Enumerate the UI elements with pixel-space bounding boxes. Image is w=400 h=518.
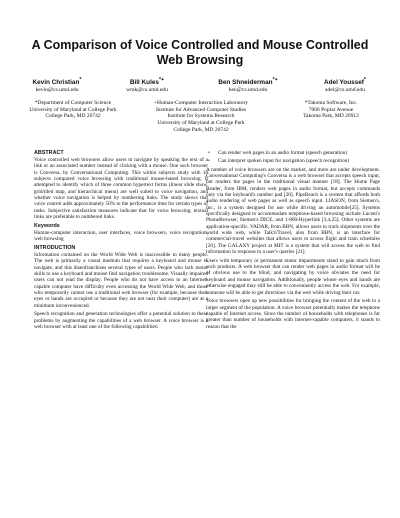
affiliation-line: University of Maryland at College Park [157, 120, 245, 127]
list-item-text: Can interpret spoken input for navigation (speech recognition) [218, 157, 350, 164]
author-block [14, 76, 386, 98]
affiliation-3 [276, 100, 386, 120]
affiliation-line: College Park, MD 20742 [45, 113, 101, 120]
body-paragraph: Users with temporary or permanent motor impairments stand to gain much from such products. A web browser that can render web pages in audio format will be of obvious use to the blind, and navigating by voice obviates the need for keyboard and mouse navigation. Additionally, people whose eyes and hands are otherwise engaged may still be able to conveniently access the web. For example, someone will be able to get directions via the web while driving their car. [206, 257, 380, 296]
author-name: Kevin Christian [32, 79, 80, 87]
author-mark: *+ [158, 77, 165, 83]
author-4 [304, 76, 386, 94]
author-name: Bill Kules [129, 79, 159, 87]
introduction-heading: INTRODUCTION [34, 244, 76, 251]
capability-list [206, 150, 380, 164]
author-mark: *+ [272, 77, 278, 83]
author-3 [200, 76, 296, 94]
author-name: Ben Shneiderman [218, 79, 273, 87]
introduction-paragraph: Speech recognition and generation technologies offer a potential solution to these problems by augmenting the capabilities of a web browser. A voice browser is a web browser with at least one of the following capabilities: [34, 311, 208, 331]
author-email: ben@cs.umd.edu [228, 87, 268, 94]
body-paragraph: A number of voice browsers are on the market, and more are under development. Conversational Computing's Conversa is a web browser that accepts speech input, but renders the pages in the traditional visual manner [18]. The Home Page Reader, from IBM, renders web pages in audio format, but accepts commands only via the keyboard's number pad [20]. PipeBeach is a system that affords both audio rendering of web pages as well as speech input. LIASON, from Siemen's, Inc., is a system designed for use while driving an automobile[25]. Systems specifically designed to accommodate telephone-based browsing include Lucent's PhoneBrowser, Siemen's DICE, and 1-800-Hyperlink [3,4,25]. Other systems are application-specific. VADAR, from BBN, allows users to track shipments over the world wide web, while Talk'n'Travel, also from BBN, is an interface for commercial-travel websites that allows users to access flight and train schedules [20]. The GALAXY project at MIT is a system that will access the web to find information in response to a user's queries [21]. [206, 166, 380, 256]
introduction-paragraph: Information contained on the World Wide Web is inaccessible to many people. The web is primarily a visual medium that requires a keyboard and mouse to navigate, and this disenfranchises several types of users. People who lack motor skills to use a keyboard and mouse find navigation troublesome. Visually impaired users can not read the display. People who do not have access to an Internet-capable computer have difficulty even accessing the World Wide Web, and those who temporarily cannot use a traditional web browser (for example, because their eyes or hands are occupied or because they are not near their computer) are at a minimum inconvenienced. [34, 251, 208, 309]
left-column [34, 150, 208, 333]
affiliation-line: +Human-Computer Interaction Laboratory [153, 100, 249, 106]
affiliation-line: *Takoma Software, Inc. [304, 100, 358, 106]
affiliation-line: Institute for Advanced Computer Studies [155, 106, 247, 113]
affiliation-line: *Department of Computer Science [34, 100, 112, 106]
affiliation-line: University of Maryland at College Park [29, 106, 117, 113]
keywords-heading: Keywords [34, 222, 60, 229]
keywords-text: Human-computer interaction, user interfaces, voice browsers, voice recognition, web browsing [34, 229, 208, 243]
list-item [206, 150, 380, 156]
paper-title: A Comparison of Voice Controlled and Mouse Controlled Web Browsing [31, 38, 369, 67]
affiliation-1 [14, 100, 132, 120]
author-email: adel@cs.umd.edu [325, 87, 365, 94]
author-email: wmk@cs.umd.edu [126, 87, 168, 94]
affiliation-line: College Park, MD 20742 [173, 126, 229, 133]
author-2 [104, 76, 190, 94]
bullet-icon: • [208, 157, 210, 164]
affiliation-line: 7006 Poplar Avenue [308, 106, 354, 113]
affiliation-line: Institute for Systems Research [167, 113, 235, 120]
affiliation-line: Takoma Park, MD 20912 [303, 113, 359, 120]
body-paragraph: Voice browsers open up new possibilities for bringing the content of the web to a larger segment of the population. A voice browser potentially makes the telephone capable of Internet access. Since the number of households with telephones is far greater than number of households with internet-capable computers, it stands to reason that the [206, 298, 380, 330]
author-1 [14, 76, 100, 94]
abstract-text: Voice controlled web browsers allow users to navigate by speaking the text of a link or an associated number instead of clicking with a mouse. One such browser is Conversa, by Conversational Computing. This within subjects study with 18 subjects compared voice browsing with traditional mouse-based browsing. It attempted to identify which of three common hypertext forms (linear slide show, grid/tiled map, and hierarchical menu) are well suited to voice navigation, and whether voice navigation is helped by numbering links. The study shows that voice control adds approximately 50% to the performance time for certain types of tasks. Subjective satisfaction measures indicate that for voice browsing, textual links are preferable to numbered links. [34, 157, 208, 221]
author-mark: * [79, 77, 82, 83]
author-email: kevin@cs.umd.edu [35, 87, 79, 94]
bullet-icon: • [208, 150, 210, 156]
list-item-text: Can render web pages in an audio format (speech generation) [218, 150, 348, 156]
right-column [206, 150, 380, 332]
abstract-heading: ABSTRACT [34, 150, 64, 156]
affiliation-2 [134, 100, 268, 134]
list-item [206, 158, 380, 164]
author-name: Adel Youssef [324, 79, 364, 87]
author-mark: * [363, 77, 366, 83]
affiliation-block [14, 100, 386, 144]
